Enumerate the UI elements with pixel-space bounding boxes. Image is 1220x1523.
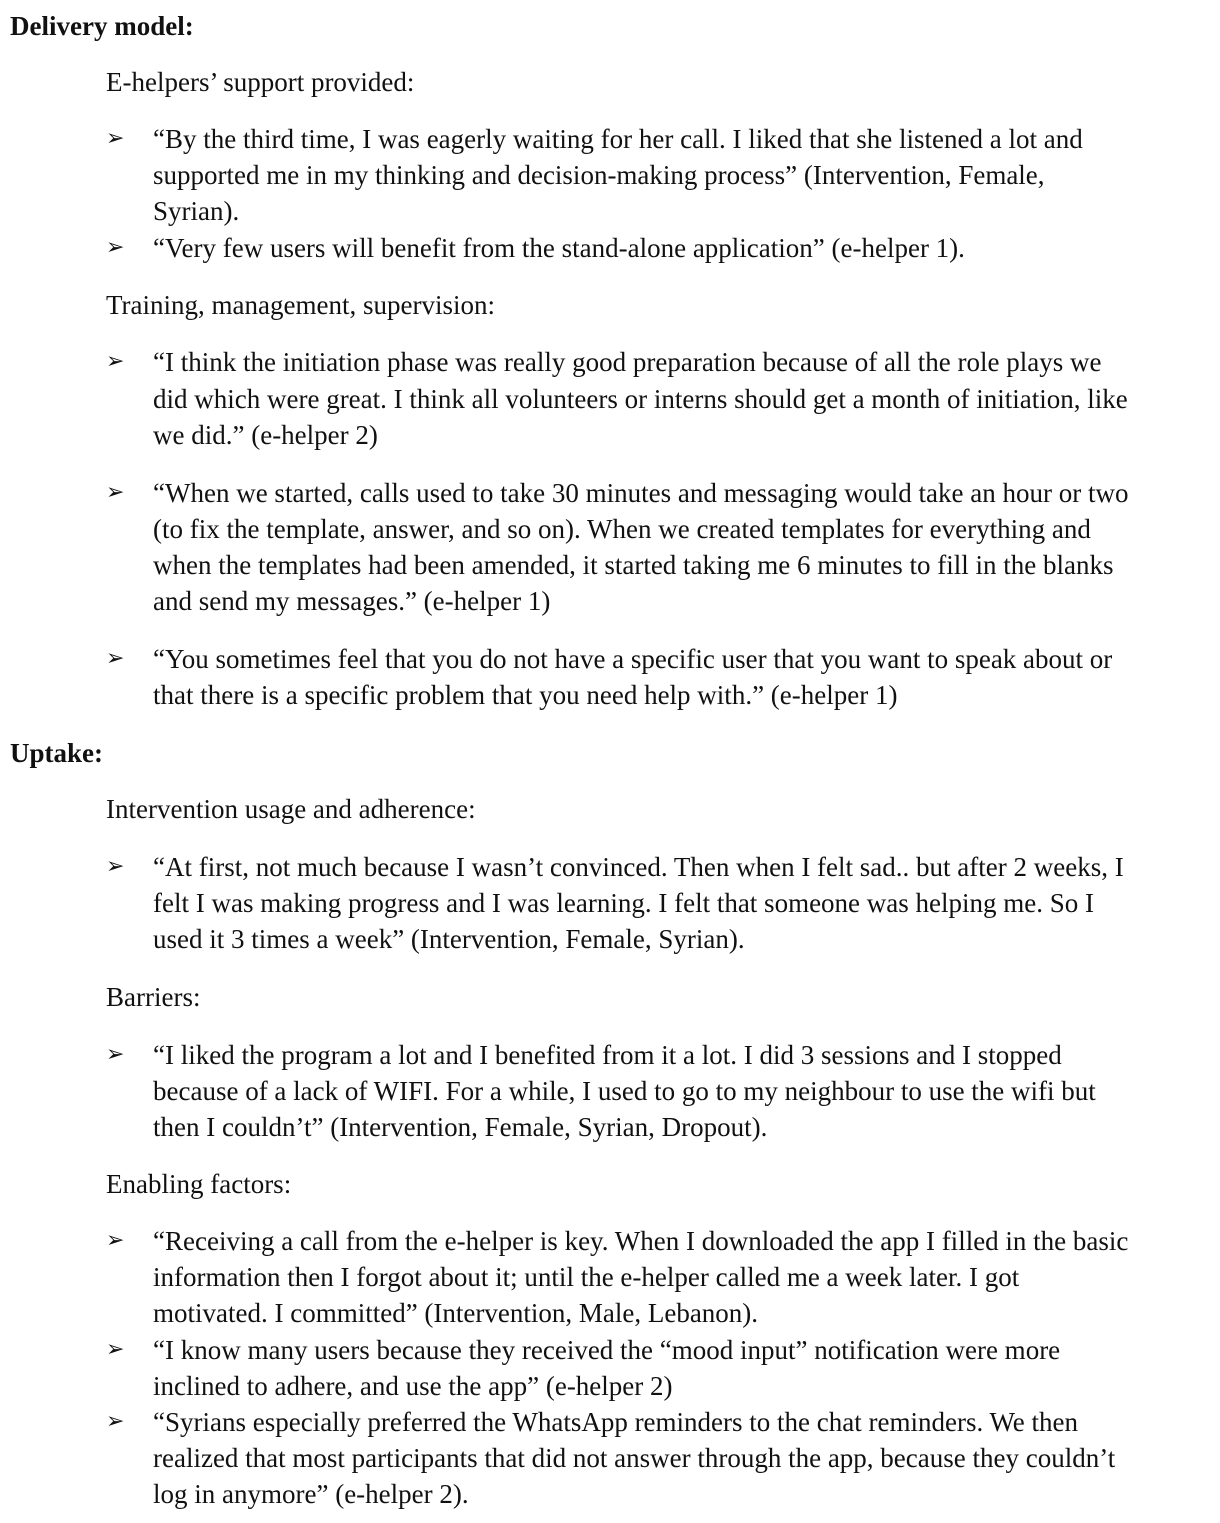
- bullet-arrow-icon: ➢: [106, 1228, 125, 1253]
- subheading-ehelpers-support: E-helpers’ support provided:: [106, 67, 415, 97]
- quote-line: “Syrians especially preferred the WhatsApp reminders to the chat reminders. We then: [153, 1407, 1079, 1437]
- quote-line: “When we started, calls used to take 30 minutes and messaging would take an hour or two: [153, 478, 1129, 508]
- quote-line: “I think the initiation phase was really good preparation because of all the role plays we: [153, 347, 1102, 377]
- bullet-arrow-icon: ➢: [106, 646, 125, 671]
- quote-line: that there is a specific problem that you need help with.” (e-helper 1): [153, 680, 898, 710]
- quote-line: “I know many users because they received the “mood input” notification were more: [153, 1335, 1061, 1365]
- quote-line: supported me in my thinking and decision-making process” (Intervention, Female,: [153, 160, 1045, 190]
- quote-line: Syrian).: [153, 196, 240, 226]
- bullet-arrow-icon: ➢: [106, 854, 125, 879]
- quote-line: motivated. I committed” (Intervention, Male, Lebanon).: [153, 1298, 759, 1328]
- quote-line: then I couldn’t” (Intervention, Female, Syrian, Dropout).: [153, 1112, 768, 1142]
- subheading-intervention-usage: Intervention usage and adherence:: [106, 794, 476, 824]
- section-heading-uptake: Uptake:: [10, 738, 103, 768]
- bullet-arrow-icon: ➢: [106, 1409, 125, 1434]
- bullet-arrow-icon: ➢: [106, 1042, 125, 1067]
- bullet-arrow-icon: ➢: [106, 480, 125, 505]
- subheading-enabling-factors: Enabling factors:: [106, 1169, 292, 1199]
- bullet-arrow-icon: ➢: [106, 1337, 125, 1362]
- quote-line: felt I was making progress and I was learning. I felt that someone was helping me. So I: [153, 888, 1095, 918]
- quote-line: “Receiving a call from the e-helper is key. When I downloaded the app I filled in the basic: [153, 1226, 1129, 1256]
- quote-line: did which were great. I think all volunteers or interns should get a month of initiation, like: [153, 384, 1128, 414]
- quote-line: “I liked the program a lot and I benefited from it a lot. I did 3 sessions and I stopped: [153, 1040, 1062, 1070]
- quote-line: when the templates had been amended, it started taking me 6 minutes to fill in the blanks: [153, 550, 1114, 580]
- quote-line: we did.” (e-helper 2): [153, 420, 378, 450]
- quote-line: because of a lack of WIFI. For a while, I used to go to my neighbour to use the wifi but: [153, 1076, 1096, 1106]
- quote-line: “At first, not much because I wasn’t convinced. Then when I felt sad.. but after 2 weeks, I: [153, 852, 1124, 882]
- section-heading-delivery-model: Delivery model:: [10, 11, 194, 41]
- quote-line: used it 3 times a week” (Intervention, Female, Syrian).: [153, 924, 745, 954]
- quote-line: inclined to adhere, and use the app” (e-helper 2): [153, 1371, 673, 1401]
- quote-line: and send my messages.” (e-helper 1): [153, 586, 551, 616]
- quote-line: information then I forgot about it; until the e-helper called me a week later. I got: [153, 1262, 1020, 1292]
- subheading-barriers: Barriers:: [106, 982, 201, 1012]
- bullet-arrow-icon: ➢: [106, 235, 125, 260]
- quote-line: (to fix the template, answer, and so on). When we created templates for everything and: [153, 514, 1091, 544]
- subheading-training-management: Training, management, supervision:: [106, 290, 495, 320]
- quote-line: “By the third time, I was eagerly waiting for her call. I liked that she listened a lot and: [153, 124, 1083, 154]
- bullet-arrow-icon: ➢: [106, 126, 125, 151]
- quote-line: “Very few users will benefit from the stand-alone application” (e-helper 1).: [153, 233, 965, 263]
- quote-line: “You sometimes feel that you do not have a specific user that you want to speak about or: [153, 644, 1113, 674]
- quote-line: realized that most participants that did not answer through the app, because they couldn’t: [153, 1443, 1116, 1473]
- bullet-arrow-icon: ➢: [106, 349, 125, 374]
- quote-line: log in anymore” (e-helper 2).: [153, 1479, 469, 1509]
